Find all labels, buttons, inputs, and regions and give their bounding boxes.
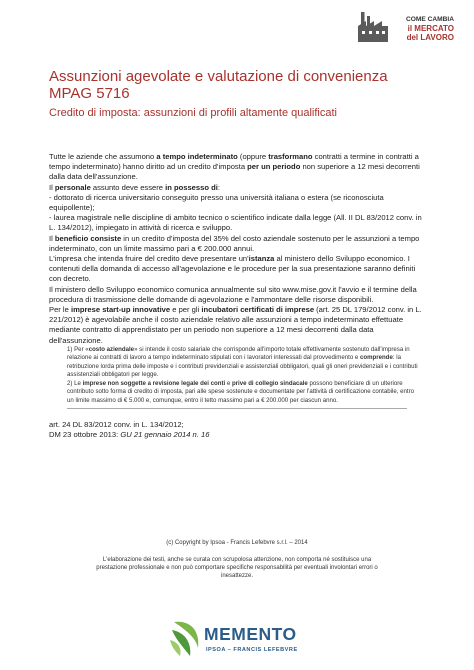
- text-run: 1) Per «: [67, 346, 89, 353]
- title-line-2: MPAG 5716: [49, 85, 130, 102]
- paragraph-8: [49, 305, 425, 346]
- text-run: Il: [49, 182, 55, 192]
- text-run: 2) Le: [67, 380, 83, 388]
- page-title: [49, 68, 449, 102]
- text-run: al ministero dello Sviluppo economico. I contenuti della domanda di accesso all'agevolazione e le procedure per la sua presentazione saranno definiti con decreto.: [49, 254, 416, 284]
- disclaimer: L'elaborazione dei testi, anche se curata con scrupolosa attenzione, non comporta né sostituisce una prestazione professionale e non può comportare specifiche responsabilità per eventuali involontari errori o inesattezze.: [96, 557, 378, 579]
- bold-run: a tempo indeterminato: [156, 152, 238, 161]
- brand-line-2: il MERCATO: [407, 24, 454, 33]
- text-run: Tutte le aziende che assumono: [49, 152, 157, 161]
- bold-run: in possesso di: [165, 182, 218, 192]
- bold-run: per un periodo: [247, 162, 301, 172]
- page-subtitle: Credito di imposta: assunzioni di profili altamente qualificati: [49, 107, 337, 119]
- text-run: DM 23 ottobre 2013:: [49, 430, 121, 439]
- text-run: » si intende il costo salariale che corrisponde all'importo totale effettivamente sostenuto dall'impresa in relazione ai contratti di lavoro a tempo indeterminato stipulati con i lavoratori interessati dal provvedimento e: [67, 346, 410, 362]
- italic-run: GU 21 gennaio 2014 n. 16: [120, 430, 210, 439]
- paragraph-5: [49, 234, 425, 254]
- brand-logo: [358, 8, 454, 42]
- text-run: in un credito d'imposta del 35% del costo aziendale sostenuto per le assunzioni a tempo indeterminato, con un limite massimo pari a € 200.000 annui.: [49, 233, 420, 253]
- footnote-1: [67, 346, 419, 379]
- bold-run: imprese non soggette a revisione legale dei conti: [82, 380, 226, 388]
- text-run: assunto deve essere: [90, 182, 166, 192]
- text-run: Per le: [49, 305, 71, 315]
- paragraph-4: - laurea magistrale nelle discipline di ambito tecnico o scientifico indicate dalla legge (All. II DL 83/2012 conv. in L. 134/2012), impiegato in attività di ricerca e sviluppo.: [49, 213, 422, 233]
- title-line-1: Assunzioni agevolate e valutazione di convenienza: [49, 68, 388, 85]
- paragraph-1: [49, 152, 425, 183]
- paragraph-6: [49, 254, 425, 285]
- bold-run: personale: [54, 182, 91, 192]
- bold-run: imprese start-up innovative: [70, 305, 171, 315]
- brand-line-1: COME CAMBIA: [406, 16, 454, 23]
- memento-wordmark: MEMENTO: [204, 624, 297, 644]
- main-body: [49, 152, 425, 346]
- text-run: : la retribuzione lorda prima delle imposte e i contributi previdenziali e assistenziali obbligatori, quali gli oneri previdenziali e i contributi assistenziali obbligatori per legge.: [67, 354, 418, 378]
- footnote-2: [67, 380, 419, 405]
- paragraph-3: - dottorato di ricerca universitario conseguito presso una università italiana o estera (se riconosciuta equipollente);: [49, 192, 384, 213]
- text-run: possono beneficiare di un ulteriore contributo sotto forma di credito di imposta, pari alle spese sostenute e documentate per l'attività di certificazione contabile, entro un limite massimo di € 5.000 e, comunque, entro il tetto massimo pari a € 200.000 per ciascun anno.: [67, 380, 415, 404]
- bold-run: incubatori certificati di imprese: [201, 305, 315, 315]
- factory-icon: [358, 12, 388, 42]
- bold-run: trasformano: [268, 152, 313, 161]
- reference-line-2: [49, 430, 209, 440]
- text-run: (art. 25 DL 179/2012 conv. in L. 221/2012) è agevolabile anche il costo aziendale relativo alle assunzioni a tempo indeterminato effettuate mediante contratto di apprendistato per un periodo non superiore a 12 mesi decorrenti dalla data dell'assunzione.: [49, 305, 422, 345]
- footnotes: [67, 346, 419, 409]
- text-run: non superiore a 12 mesi decorrenti dalla data dell'assunzione.: [49, 162, 420, 182]
- footnote-divider: [67, 408, 407, 409]
- text-run: L'impresa che intenda fruire del credito deve presentare un': [49, 254, 249, 264]
- legal-references: [49, 420, 209, 440]
- paragraph-2: [49, 183, 425, 193]
- paragraph-7: Il ministero dello Sviluppo economico comunica annualmente sul sito www.mise.gov.it l'avvio e il termine della procedura di trasmissione delle domande di agevolazione e l'ammontare delle risorse disponibili.: [49, 284, 417, 304]
- memento-logo: [168, 618, 318, 664]
- bold-run: prive di collegio sindacale: [231, 380, 308, 388]
- text-run: Il: [49, 233, 55, 243]
- bold-run: istanza: [248, 254, 275, 264]
- bold-run: beneficio consiste: [54, 233, 122, 243]
- text-run: contratti a termine in contratti a tempo indeterminato) hanno diritto ad un credito d'imposta: [49, 152, 419, 172]
- text-run: :: [217, 182, 220, 192]
- copyright-notice: (c) Copyright by Ipsoa - Francis Lefebvre s.r.l. – 2014: [166, 540, 308, 546]
- reference-line-1: art. 24 DL 83/2012 conv. in L. 134/2012;: [49, 420, 184, 429]
- bold-run: costo aziendale: [88, 346, 135, 353]
- text-run: (oppure: [237, 152, 269, 161]
- memento-leaf-icon: [168, 618, 204, 658]
- text-run: e: [225, 380, 232, 388]
- brand-line-3: del LAVORO: [406, 33, 454, 42]
- memento-subtitle: IPSOA – FRANCIS LEFEBVRE: [206, 647, 298, 653]
- text-run: e per gli: [170, 305, 202, 315]
- bold-run: comprende: [360, 354, 393, 362]
